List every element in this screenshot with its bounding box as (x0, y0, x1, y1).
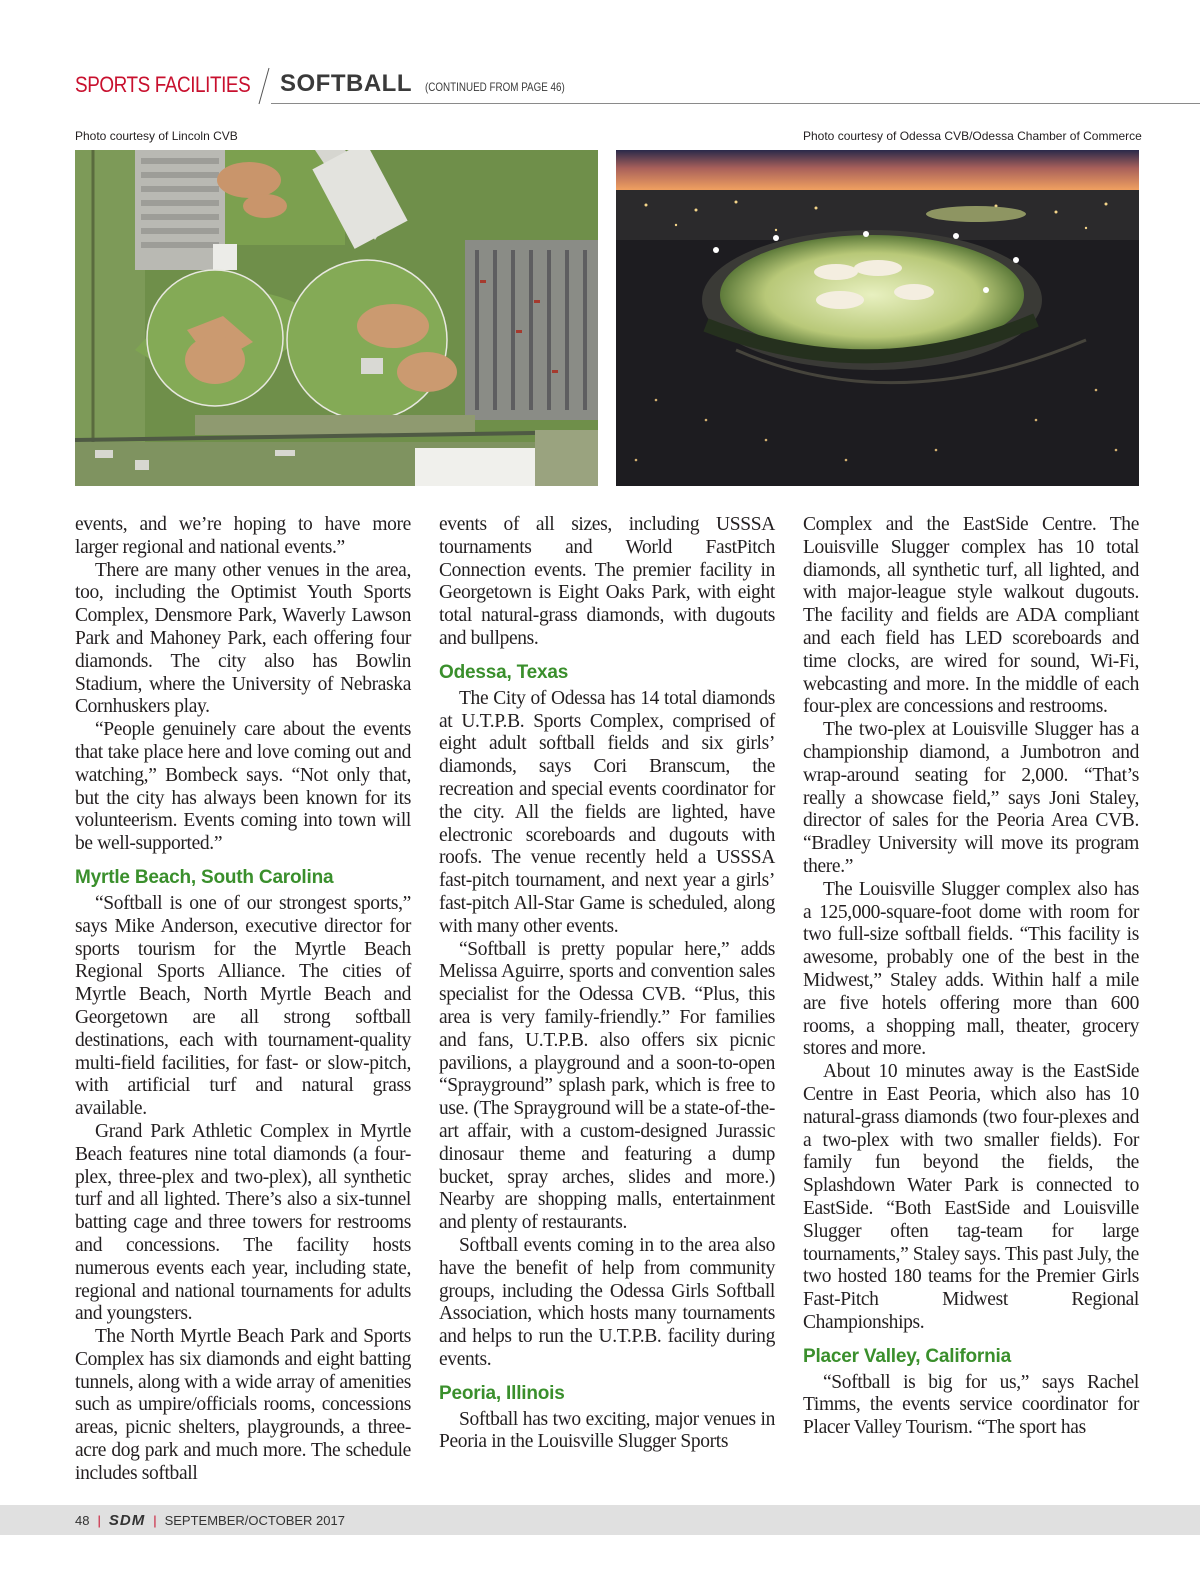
paragraph: “People genuinely care about the events that take place here and love coming out and watching,” Bombeck says. “Not only that, but the city has always been known for its volunteerism. Events coming into town will be well-supported.” (75, 719, 411, 855)
magazine-logo: SDM (108, 1512, 146, 1529)
right-photo-credit: Photo courtesy of Odessa CVB/Odessa Chamber of Commerce (803, 129, 1142, 143)
issue-date: SEPTEMBER/OCTOBER 2017 (164, 1513, 345, 1528)
paragraph: events of all sizes, including USSSA tournaments and World FastPitch Connection events. The premier facility in Georgetown is Eight Oaks Park, with eight total natural-grass diamonds, with dugouts and bullpens. (439, 514, 775, 649)
page-number: 48 (75, 1513, 90, 1528)
section-header (75, 66, 1200, 106)
paragraph: The two-plex at Louisville Slugger has a championship diamond, a Jumbotron and wrap-around seating for 2,000. “That’s really a showcase field,” says Joni Staley, director of sales for the Peoria Area CVB. “Bradley University will move its program there.” (803, 719, 1139, 877)
paragraph: Softball events coming in to the area also have the benefit of help from community groups, including the Odessa Girls Softball Association, which hosts many tournaments and helps to run the U.T.P.B. facility during events. (439, 1234, 775, 1370)
paragraph: The Louisville Slugger complex also has a 125,000-square-foot dome with room for two full-size softball fields. “This facility is awesome, probably one of the best in the Midwest,” Staley adds. Within half a mile are five hotels offering more than 600 rooms, a shopping mall, theater, grocery stores and more. (803, 878, 1139, 1060)
paragraph: Softball has two exciting, major venues in Peoria in the Louisville Slugger Sports (439, 1408, 775, 1453)
paragraph: There are many other venues in the area, too, including the Optimist Youth Sports Complex, Densmore Park, Waverly Lawson Park and Mahoney Park, each offering four diamonds. The city also has Bowlin Stadium, where the University of Nebraska Cornhuskers play. (75, 559, 411, 718)
odessa-night-photo (616, 150, 1139, 486)
subhead-odessa: Odessa, Texas (439, 661, 569, 683)
article-column-2 (439, 514, 775, 1454)
paragraph: Complex and the EastSide Centre. The Louisville Slugger complex has 10 total diamonds, all synthetic turf, all lighted, and with major-league style walkout dugouts. The facility and fields are ADA compliant and each field has LED scoreboards and time clocks, are wired for sound, Wi-Fi, webcasting and more. In the middle of each four-plex are concessions and restrooms. (803, 514, 1139, 718)
paragraph: The City of Odessa has 14 total diamonds at U.T.P.B. Sports Complex, comprised of eight adult softball fields and six girls’ diamonds, says Cori Branscum, the recreation and special events coordinator for the city. All the fields are lighted, have electronic scoreboards and dugouts with roofs. The venue recently held a USSSA fast-pitch tournament, and next year a girls’ fast-pitch All-Star Game is scheduled, along with many other events. (439, 687, 775, 937)
paragraph: About 10 minutes away is the EastSide Centre in East Peoria, which also has 10 natural-grass diamonds (two four-plexes and a two-plex with two smaller fields). For family fun beyond the fields, the Splashdown Water Park is connected to EastSide. “Both EastSide and Louisville Slugger often tag-team for large tournaments,” Staley says. This past July, the two hosted 180 teams for the Premier Girls Fast-Pitch Midwest Regional Championships. (803, 1061, 1139, 1333)
page-footer (0, 1505, 1200, 1535)
left-photo-credit: Photo courtesy of Lincoln CVB (75, 129, 238, 143)
continued-note: (CONTINUED FROM PAGE 46) (425, 80, 565, 94)
topic-title: SOFTBALL (280, 70, 412, 97)
paragraph: “Softball is one of our strongest sports,” says Mike Anderson, executive director for sports tourism for the Myrtle Beach Regional Sports Alliance. The cities of Myrtle Beach, North Myrtle Beach and Georgetown are all strong softball destinations, each with tournament-quality multi-field facilities, for fast- or slow-pitch, with artificial turf and natural grass available. (75, 892, 411, 1120)
section-label: SPORTS FACILITIES (75, 72, 251, 97)
header-rule (271, 103, 1200, 104)
subhead-placer-valley: Placer Valley, California (803, 1345, 1011, 1367)
subhead-peoria: Peoria, Illinois (439, 1382, 565, 1404)
subhead-myrtle-beach: Myrtle Beach, South Carolina (75, 866, 334, 888)
paragraph: “Softball is big for us,” says Rachel Timms, the events service coordinator for Placer Valley Tourism. “The sport has (803, 1371, 1139, 1439)
paragraph: Grand Park Athletic Complex in Myrtle Beach features nine total diamonds (a four-plex, three-plex and two-plex), all synthetic turf and all lighted. There’s also a six-tunnel batting cage and three towers for restrooms and concessions. The facility hosts numerous events each year, including state, regional and national tournaments for adults and youngsters. (75, 1120, 411, 1325)
footer-divider: | (97, 1513, 101, 1528)
paragraph: events, and we’re hoping to have more larger regional and national events.” (75, 514, 411, 558)
header-slash-divider (257, 66, 271, 106)
lincoln-aerial-photo (75, 150, 598, 486)
article-column-3 (803, 514, 1139, 1440)
paragraph: “Softball is pretty popular here,” adds Melissa Aguirre, sports and convention sales specialist for the Odessa CVB. “Plus, this area is very family-friendly.” For families and fans, U.T.P.B. also offers six picnic pavilions, a playground and a soon-to-open “Sprayground” splash park, which is free to use. (The Sprayground will be a state-of-the-art affair, with a custom-designed Jurassic dinosaur theme and featuring a dump bucket, spray arches, slides and more.) Nearby are shopping malls, entertainment and plenty of restaurants. (439, 938, 775, 1234)
article-column-1 (75, 514, 411, 1486)
paragraph: The North Myrtle Beach Park and Sports Complex has six diamonds and eight batting tunnels, along with a wide array of amenities such as umpire/officials rooms, concessions areas, picnic shelters, playgrounds, a three-acre dog park and much more. The schedule includes softball (75, 1326, 411, 1484)
footer-divider: | (153, 1513, 157, 1528)
